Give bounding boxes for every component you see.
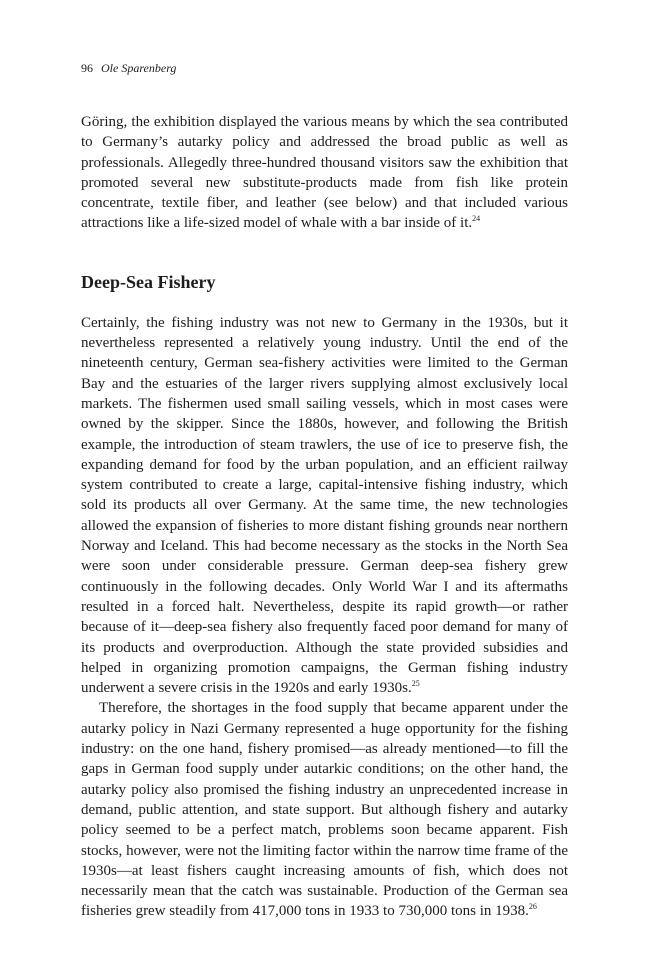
body-paragraph-2 [81, 698, 568, 921]
book-page [81, 60, 568, 922]
running-head [81, 60, 568, 76]
intro-paragraph [81, 112, 568, 234]
page-number: 96 [81, 61, 93, 75]
body-paragraph-2-text: Therefore, the shortages in the food supply that became apparent under the autarky policy in Nazi Germany represented a huge opportunity for the fishing industry: on the one hand, fishery promised—as already mentioned—to fill the gaps in German food supply under autarkic conditions; on the other hand, the autarky policy also promised the fishing industry an unprecedented increase in demand, public attention, and state support. But although fishery and autarky policy seemed to be a perfect match, problems soon became apparent. Fish stocks, however, were not the limiting factor within the narrow time frame of the 1930s—at least fishers caught increasing amounts of fish, which does not necessarily mean that the catch was sustainable. Production of the German sea fisheries grew steadily from 417,000 tons in 1933 to 730,000 tons in 1938. [81, 700, 568, 920]
footnote-ref-24: 24 [472, 214, 481, 224]
footnote-ref-25: 25 [411, 679, 420, 689]
intro-paragraph-text: Göring, the exhibition displayed the various means by which the sea contributed to Germany’s autarky policy and addressed the broad public as well as professionals. Allegedly three-hundred thousand visitors saw the exhibition that promoted several new substitute-products made from fish like protein concentrate, textile fiber, and leather (see below) and that included various attractions like a life-sized model of whale with a bar inside of it. [81, 114, 568, 232]
body-paragraph-1-text: Certainly, the fishing industry was not new to Germany in the 1930s, but it nevertheless represented a relatively young industry. Until the end of the nineteenth century, German sea-fishery activities were limited to the German Bay and the estuaries of the larger rivers supplying almost exclusively local markets. The fishermen used small sailing vessels, which in most cases were owned by the skipper. Since the 1880s, however, and following the British example, the introduction of steam trawlers, the use of ice to preserve fish, the expanding demand for food by the urban population, and an efficient railway system contributed to create a large, capital-intensive fishing industry, which sold its products all over Germany. At the same time, the new technologies allowed the expansion of fisheries to more distant fishing grounds near northern Norway and Iceland. This had become necessary as the stocks in the North Sea were soon under considerable pressure. German deep-sea fishery grew continuously in the following decades. Only World War I and its aftermaths resulted in a forced halt. Nevertheless, despite its rapid growth—or rather because of it—deep-sea fishery also frequently faced poor demand for many of its products and overproduction. Although the state provided subsidies and helped in organizing promotion campaigns, the German fishing industry underwent a severe crisis in the 1920s and early 1930s. [81, 314, 568, 697]
body-paragraph-1 [81, 313, 568, 699]
section-heading: Deep-Sea Fishery [81, 271, 216, 292]
footnote-ref-26: 26 [528, 902, 537, 912]
running-head-author: Ole Sparenberg [101, 61, 177, 75]
